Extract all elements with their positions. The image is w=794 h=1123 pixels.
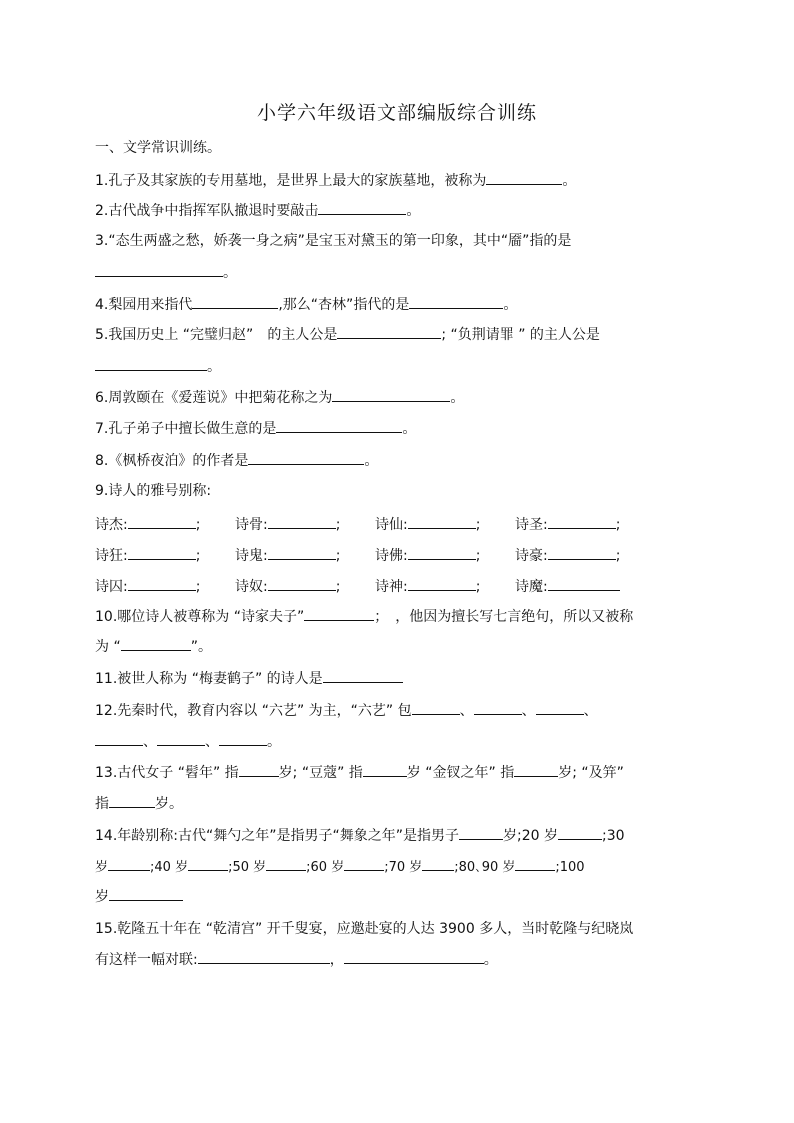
answer-blank[interactable]	[198, 949, 330, 964]
answer-blank[interactable]	[128, 514, 196, 529]
question-11: 11.被世人称为 “梅妻鹤子” 的诗人是	[95, 668, 705, 690]
question-6: 6.周敦颐在《爱莲说》中把菊花称之为 。	[95, 387, 705, 409]
section-heading: 一、文学常识训练。	[95, 140, 221, 156]
answer-blank[interactable]	[109, 793, 155, 808]
poet-cell: 诗囚: ;	[95, 576, 200, 596]
question-13: 13.古代女子 “髫年” 指 岁; “豆蔻” 指 岁 “金钗之年” 指 岁; “及笄”	[95, 762, 705, 784]
poet-cell: 诗奴: ;	[235, 576, 340, 596]
answer-blank[interactable]	[192, 294, 278, 309]
question-3-continued: 。	[95, 262, 705, 284]
answer-blank[interactable]	[266, 856, 306, 871]
answer-blank[interactable]	[95, 356, 207, 371]
answer-blank[interactable]	[536, 700, 584, 715]
poet-cell: 诗鬼: ;	[235, 545, 340, 565]
answer-blank[interactable]	[128, 545, 196, 560]
page-title: 小学六年级语文部编版综合训练	[256, 102, 537, 124]
question-1: 1.孔子及其家族的专用墓地，是世界上最大的家族墓地，被称为 。	[95, 170, 705, 192]
answer-blank[interactable]	[268, 576, 336, 591]
answer-blank[interactable]	[323, 668, 403, 683]
answer-blank[interactable]	[128, 576, 196, 591]
answer-blank[interactable]	[408, 545, 476, 560]
answer-blank[interactable]	[363, 762, 407, 777]
answer-blank[interactable]	[408, 576, 476, 591]
answer-blank[interactable]	[337, 324, 441, 339]
answer-blank[interactable]	[109, 886, 183, 901]
poet-cell: 诗神: ;	[375, 576, 480, 596]
question-8: 8.《枫桥夜泊》的作者是 。	[95, 450, 705, 472]
answer-blank[interactable]	[318, 200, 406, 215]
answer-blank[interactable]	[548, 514, 616, 529]
question-14-continued: 岁 ;40 岁 ;50 岁 ;60 岁 ;70 岁 ;80､90 岁 ;100	[95, 856, 705, 879]
question-14: 14.年龄别称:古代“舞勺之年”是指男子“舞象之年”是指男子 岁;20 岁 ;30	[95, 825, 705, 847]
poet-cell: 诗狂: ;	[95, 545, 200, 565]
question-12-continued: 、 、 。	[95, 731, 705, 753]
question-15-continued: 有这样一幅对联: ， 。	[95, 949, 705, 971]
answer-blank[interactable]	[344, 856, 384, 871]
poet-cell: 诗豪: ;	[515, 545, 620, 565]
answer-blank[interactable]	[95, 731, 143, 746]
answer-blank[interactable]	[219, 731, 267, 746]
poet-cell: 诗圣: ;	[515, 514, 620, 534]
poet-cell: 诗佛: ;	[375, 545, 480, 565]
answer-blank[interactable]	[248, 450, 364, 465]
question-10: 10.哪位诗人被尊称为 “诗家夫子” ； ，他因为擅长写七言绝句，所以又被称	[95, 606, 705, 628]
question-3: 3.“态生两盛之愁，娇袭一身之病”是宝玉对黛玉的第一印象，其中“靥”指的是	[95, 233, 572, 249]
question-14-end: 岁	[95, 886, 705, 908]
answer-blank[interactable]	[268, 545, 336, 560]
answer-blank[interactable]	[304, 606, 374, 621]
answer-blank[interactable]	[121, 636, 191, 651]
answer-blank[interactable]	[515, 856, 555, 871]
answer-blank[interactable]	[514, 762, 558, 777]
answer-blank[interactable]	[474, 700, 522, 715]
poet-cell: 诗魔:	[515, 576, 620, 596]
answer-blank[interactable]	[276, 418, 402, 433]
answer-blank[interactable]	[157, 731, 205, 746]
poet-cell: 诗骨: ;	[235, 514, 340, 534]
question-12: 12.先秦时代，教育内容以 “六艺” 为主，“六艺” 包 、 、 、	[95, 700, 705, 722]
answer-blank[interactable]	[268, 514, 336, 529]
answer-blank[interactable]	[412, 700, 460, 715]
question-5: 5.我国历史上 “完璧归赵” 的主人公是 ; “负荆请罪 ” 的主人公是	[95, 324, 705, 346]
question-2: 2.古代战争中指挥军队撤退时要敲击 。	[95, 200, 705, 222]
poet-cell: 诗仙: ;	[375, 514, 480, 534]
answer-blank[interactable]	[344, 949, 484, 964]
answer-blank[interactable]	[108, 856, 150, 871]
answer-blank[interactable]	[408, 514, 476, 529]
answer-blank[interactable]	[422, 856, 454, 871]
question-15: 15.乾隆五十年在 “乾清宫” 开千叟宴，应邀赴宴的人达 3900 多人，当时乾隆与纪晓岚	[95, 921, 634, 937]
question-13-continued: 指 岁。	[95, 793, 705, 815]
answer-blank[interactable]	[548, 545, 616, 560]
answer-blank[interactable]	[548, 576, 620, 591]
answer-blank[interactable]	[332, 387, 450, 402]
answer-blank[interactable]	[239, 762, 279, 777]
answer-blank[interactable]	[95, 262, 223, 277]
question-10-continued: 为 “ ”。	[95, 636, 705, 658]
question-7: 7.孔子弟子中擅长做生意的是 。	[95, 418, 705, 440]
answer-blank[interactable]	[486, 170, 562, 185]
answer-blank[interactable]	[409, 294, 503, 309]
answer-blank[interactable]	[188, 856, 228, 871]
answer-blank[interactable]	[459, 825, 503, 840]
poet-cell: 诗杰: ;	[95, 514, 200, 534]
question-4: 4.梨园用来指代 ,那么“杏林”指代的是 。	[95, 294, 705, 316]
question-5-continued: 。	[95, 356, 705, 378]
question-9: 9.诗人的雅号别称:	[95, 483, 212, 499]
answer-blank[interactable]	[558, 825, 602, 840]
